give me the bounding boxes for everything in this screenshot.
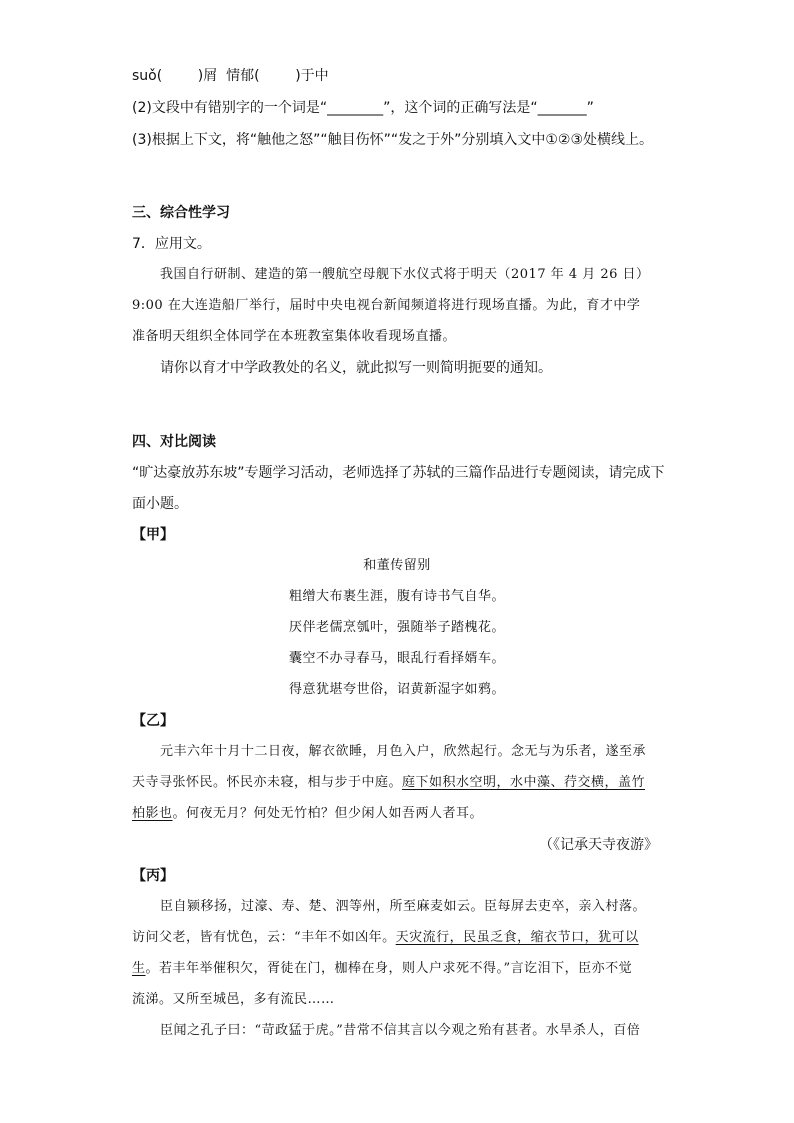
section4-intro: “旷达豪放苏东坡”专题学习活动，老师选择了苏轼的三篇作品进行专题阅读，请完成下	[132, 465, 665, 481]
passage-bing-line	[132, 928, 639, 948]
underlined-text: 天灾流行，民虽乏食，缩衣节口，犹可以	[395, 930, 639, 945]
q6-question-2: (2)文段中有错别字的一个词是“________”，这个词的正确写法是“_______”	[132, 100, 594, 116]
passage-yi-source: （《记承天寺夜游》	[539, 837, 658, 853]
poem-title: 和董传留别	[363, 558, 431, 573]
poem-line: 粗缯大布裹生涯，腹有诗书气自华。	[288, 589, 505, 604]
passage-yi-label: 【乙】	[132, 713, 174, 729]
q7-passage-line: 9:00 在大连造船厂举行，届时中央电视台新闻频道将进行现场直播。为此，育才中学	[132, 298, 641, 313]
q7-passage-line: 我国自行研制、建造的第一艘航空母舰下水仪式将于明天（2017 年 4 月 26 日）	[160, 267, 650, 282]
q7-label: 7．应用文。	[132, 236, 211, 252]
passage-jia-label: 【甲】	[132, 527, 174, 543]
passage-bing-line	[132, 959, 632, 979]
plain-text: 。若丰年举催积欠，胥徒在门，枷棒在身，则人户求死不得。”言讫泪下，臣亦不觉	[145, 961, 633, 976]
poem-line: 得意犹堪夸世俗，诏黄新湿字如鸦。	[288, 682, 505, 697]
passage-bing-line: 流涕。又所至城邑，多有流民……	[132, 992, 335, 1007]
passage-yi-line	[132, 773, 645, 793]
q6-question-3: (3)根据上下文，将“触他之怒”“触目伤怀”“发之于外”分别填入文中①②③处横线上。	[132, 132, 653, 148]
section4-intro: 面小题。	[132, 496, 188, 512]
underlined-text: 生	[132, 961, 146, 976]
section3-heading: 三、综合性学习	[132, 205, 230, 221]
passage-bing-line: 臣自颍移扬，过濠、寿、楚、泗等州，所至麻麦如云。臣每屏去吏卒，亲入村落。	[160, 899, 647, 914]
section4-heading: 四、对比阅读	[132, 434, 216, 450]
plain-text: 访问父老，皆有忧色，云：“丰年不如凶年。	[132, 930, 396, 945]
q7-task: 请你以育才中学政教处的名义，就此拟写一则简明扼要的通知。	[160, 360, 552, 376]
passage-yi-line	[132, 804, 483, 824]
underlined-text: 柏影也	[132, 806, 173, 821]
q7-passage-line: 准备明天组织全体同学在本班教室集体收看现场直播。	[132, 329, 457, 344]
underlined-text: 庭下如积水空明，水中藻、荇交横，盖竹	[402, 775, 646, 790]
plain-text: 。何夜无月？何处无竹柏？但少闲人如吾两人者耳。	[172, 806, 484, 821]
poem-line: 厌伴老儒烹瓠叶，强随举子踏槐花。	[288, 620, 505, 635]
plain-text: 天寺寻张怀民。怀民亦未寝，相与步于中庭。	[132, 775, 403, 790]
poem-line: 囊空不办寻春马，眼乱行看择婿车。	[288, 651, 505, 666]
passage-yi-line: 元丰六年十月十二日夜，解衣欲睡，月色入户，欣然起行。念无与为乐者，遂至承	[160, 744, 647, 759]
passage-bing-label: 【丙】	[132, 868, 174, 884]
q6-line-pinyin: suǒ( )屑 情郁( )于中	[132, 68, 329, 84]
passage-bing-line: 臣闻之孔子曰：“苛政猛于虎。”昔常不信其言以今观之殆有甚者。水旱杀人，百倍	[160, 1023, 641, 1038]
